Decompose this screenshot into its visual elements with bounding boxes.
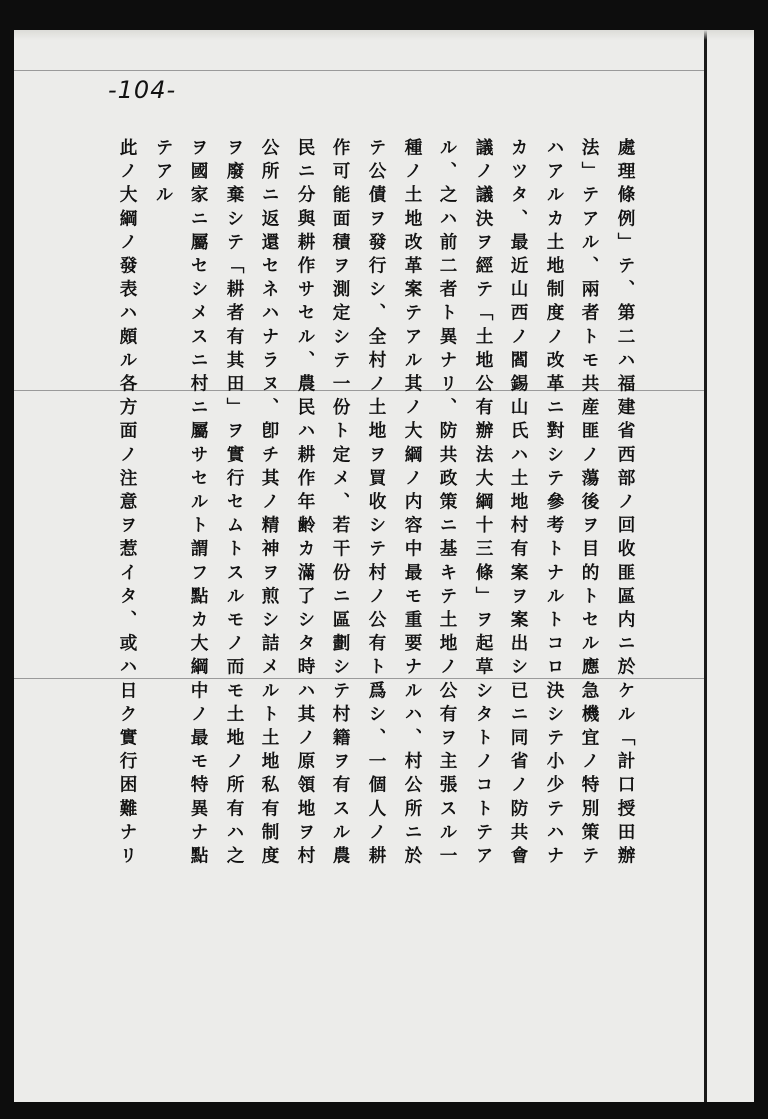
text-column: ヲ廢棄シテ「耕者有其田」ヲ實行セムトスルモノ而モ土地ノ所有ハ之 [224, 138, 245, 870]
page-number: -104- [108, 76, 177, 104]
text-column: 民ニ分與耕作サセル、農民ハ耕作年齢カ滿了シタ時ハ其ノ原領地ヲ村 [295, 138, 316, 870]
text-column: 種ノ土地改革案テアル其ノ大綱ノ内容中最モ重要ナルハ、村公所ニ於 [402, 138, 423, 870]
text-column: ヲ國家ニ屬セシメスニ村ニ屬サセルト謂フ點カ大綱中ノ最モ特異ナ點 [188, 138, 209, 870]
text-column: テアル [153, 138, 174, 209]
text-column: 處理條例」テ、第二ハ福建省西部ノ回收匪區内ニ於ケル「計口授田辦 [615, 138, 636, 870]
text-column: 法」テアル、兩者トモ共産匪ノ蕩後ヲ目的トセル應急機宜ノ特別策テ [579, 138, 600, 870]
text-column: ハアルカ土地制度ノ改革ニ對シテ參考トナルトコロ決シテ小少テハナ [544, 138, 565, 870]
text-column: 作可能面積ヲ測定シテ一份ト定メ、若干份ニ區劃シテ村籍ヲ有スル農 [330, 138, 351, 870]
text-column: カツタ、最近山西ノ閻錫山氏ハ土地村有案ヲ案出シ已ニ同省ノ防共會 [508, 138, 529, 870]
text-column: ル、之ハ前二者ト異ナリ、防共政策ニ基キテ土地ノ公有ヲ主張スル一 [437, 138, 458, 870]
text-column: 議ノ議決ヲ經テ「土地公有辦法大綱十三條」ヲ起草シタトノコトテア [473, 138, 494, 870]
text-column: テ公債ヲ發行シ、全村ノ土地ヲ買收シテ村ノ公有ト爲シ、一個人ノ耕 [366, 138, 387, 870]
page-edge-line [704, 30, 707, 1102]
text-column: 公所ニ返還セネハナラヌ、卽チ其ノ精神ヲ煎シ詰メルト土地私有制度 [259, 138, 280, 870]
text-column: 此ノ大綱ノ發表ハ頗ル各方面ノ注意ヲ惹イタ、或ハ日ク實行困難ナリ [117, 138, 138, 870]
top-rule [14, 70, 704, 71]
